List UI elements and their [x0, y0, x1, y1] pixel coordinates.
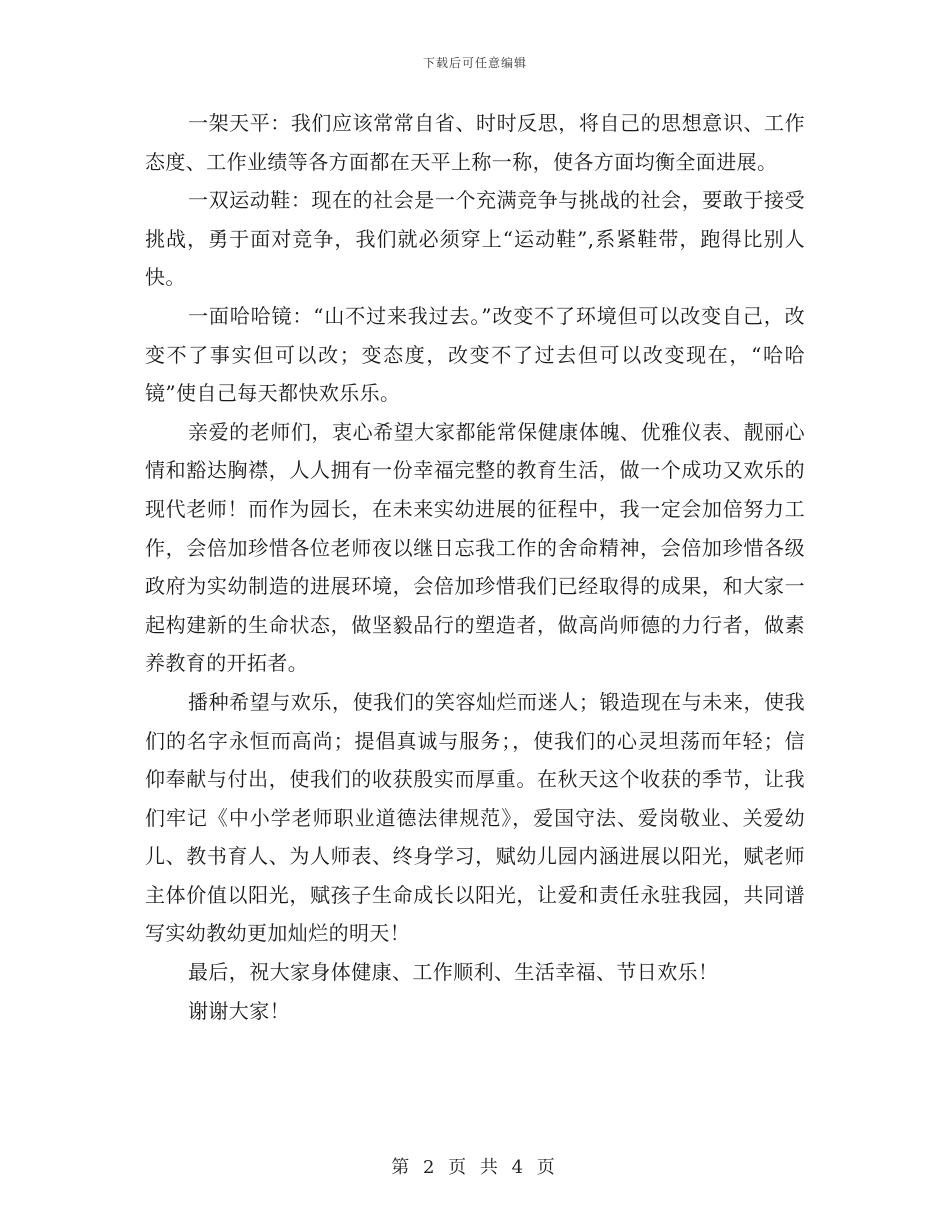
paragraph-mirror: 一面哈哈镜：“山不过来我过去。”改变不了环境但可以改变自己，改变不了事实但可以改；变态度，改变不了过去但可以改变现在，“哈哈镜”使自己每天都快欢乐乐。 — [145, 303, 805, 406]
page-header-note: 下载后可任意编辑 — [422, 56, 527, 70]
paragraph-teachers: 亲爱的老师们，衷心希望大家都能常保健康体魄、优雅仪表、靓丽心情和豁达胸襟，人人拥有一份幸福完整的教育生活，做一个成功又欢乐的现代老师！而作为园长，在未来实幼进展的征程中，我一定会加倍努力工作，会倍加珍惜各位老师夜以继日忘我工作的舍命精神，会倍加珍惜各级政府为实幼制造的进展环境，会倍加珍惜我们已经取得的成果，和大家一起构建新的生命状态，做坚毅品行的塑造者，做高尚师德的力行者，做素养教育的开拓者。 — [145, 419, 805, 676]
paragraph-thanks: 谢谢大家！ — [188, 998, 290, 1023]
page-number-footer: 第 2 页 共 4 页 — [391, 1157, 559, 1178]
paragraph-wishes: 最后，祝大家身体健康、工作顺利、生活幸福、节日欢乐！ — [188, 960, 719, 985]
paragraph-hope: 播种希望与欢乐，使我们的笑容灿烂而迷人；锻造现在与未来，使我们的名字永恒而高尚；提倡真诚与服务；，使我们的心灵坦荡而年轻；信仰奉献与付出，使我们的收获殷实而厚重。在秋天这个收获的季节，让我们牢记《中小学老师职业道德法律规范》，爱国守法、爱岗敬业、关爱幼儿、教书育人、为人师表、终身学习，赋幼儿园内涵进展以阳光，赋老师主体价值以阳光，赋孩子生命成长以阳光，让爱和责任永驻我园，共同谱写实幼教幼更加灿烂的明天！ — [145, 689, 805, 946]
paragraph-sneakers: 一双运动鞋：现在的社会是一个充满竞争与挑战的社会，要敢于接受挑战，勇于面对竞争，我们就必须穿上“运动鞋”,系紧鞋带，跑得比别人快。 — [145, 188, 805, 290]
paragraph-balance: 一架天平：我们应该常常自省、时时反思，将自己的思想意识、工作态度、工作业绩等各方面都在天平上称一称，使各方面均衡全面进展。 — [145, 111, 805, 174]
document-body — [145, 104, 805, 1030]
